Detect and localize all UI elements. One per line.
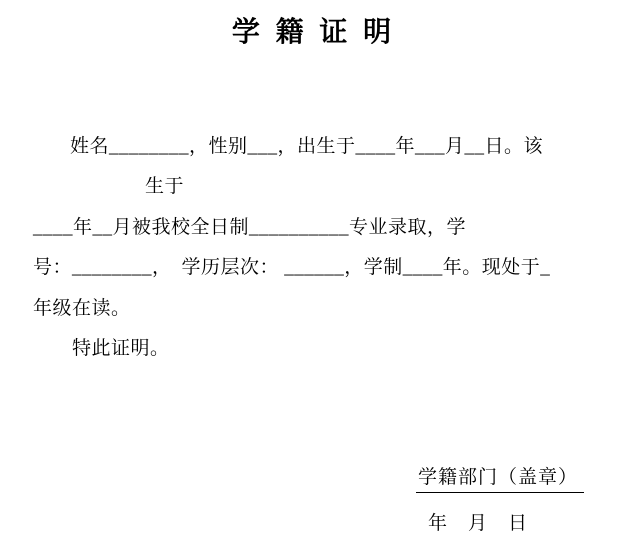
certificate-title: 学 籍 证 明 xyxy=(231,15,395,48)
body-line-name-gender-birthdate: 姓名________，性别___，出生于____年___月__日。该 xyxy=(70,136,544,157)
body-line-wrap-fragment: 生于 xyxy=(145,176,185,197)
body-line-studentid-level: 号：________， 学历层次： ______，学制____年。现处于_ xyxy=(33,257,551,278)
signature-department-seal-line: 学籍部门（盖章） xyxy=(416,462,584,493)
body-line-admission: ____年__月被我校全日制__________专业录取，学 xyxy=(33,217,467,238)
body-line-hereby-certify: 特此证明。 xyxy=(72,338,170,359)
date-year-month-day-line: 年 月 日 xyxy=(428,513,529,534)
body-line-grade-status: 年级在读。 xyxy=(33,298,131,319)
